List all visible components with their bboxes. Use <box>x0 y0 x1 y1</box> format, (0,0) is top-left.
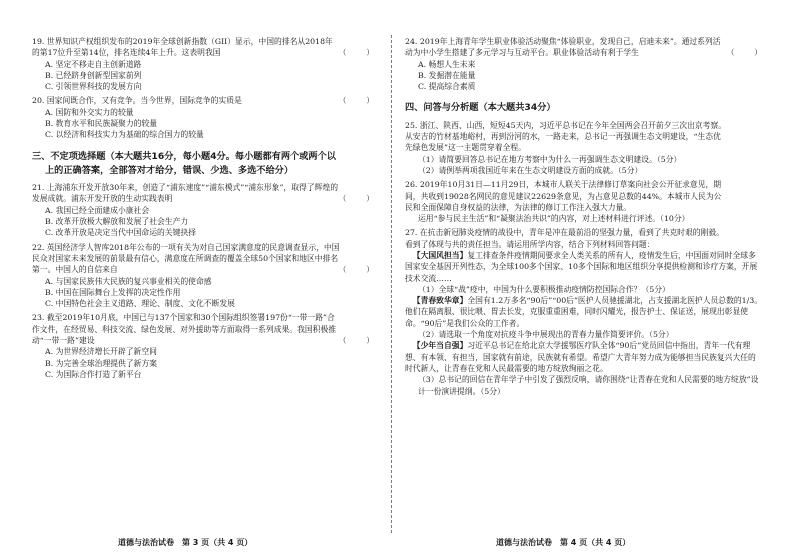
question-23 <box>32 312 374 380</box>
question-24 <box>405 36 762 92</box>
question-20-stem <box>32 95 374 106</box>
material-1-tag: 【大国风担当】 <box>412 251 468 260</box>
question-26 <box>405 179 762 224</box>
question-21 <box>32 182 374 238</box>
question-24-text: 24. 2019年上海青年学生职业体验活动聚焦“体验职业，发现自己，启迪未来”。通过系列活动为中小学生搭建了多元学习与互动平台。职业体验活动有利于学生 <box>405 37 721 58</box>
question-22 <box>32 242 374 310</box>
answer-paren: （ ） <box>338 48 374 58</box>
answer-paren: （ ） <box>338 194 374 204</box>
option-c: C. 中国特色社会主义道路、理论、制度、文化不断发展 <box>45 299 235 309</box>
question-20-text: 20. 国家间既合作，又有竞争。当今世界，国际竞争的实质是 <box>32 96 242 106</box>
option-b: B. 改革开放极大解放和发展了社会生产力 <box>45 217 189 227</box>
section-3-title: 三、不定项选择题（本大题共16分，每小题4分。每小题都有两个或两个以 <box>32 150 336 162</box>
option-a: A. 坚定不移走自主创新道路 <box>45 59 142 69</box>
page-3-column <box>32 36 374 383</box>
option-a: A. 国防和外交实力的较量 <box>45 107 134 117</box>
question-27-stem: 27. 在抗击新冠肺炎疫情的战役中，青年是冲在最前沿的坚强力量，看到了共克时艰的刚毅。看到了体现与共的责任担当。请运用所学内容，结合下列材料回答问题： <box>405 228 724 249</box>
material-3-text: 习近平总书记在给北京大学援鄂医疗队全体“90后”党员回信中指出，青年一代有理想、有本领、有担当，国家就有前途，民族就有希望。希望广大青年努力成为能够担当民族复兴大任的时代新人，让青春在党和人民最需要的地方绽放绚丽之花。 <box>405 341 756 373</box>
question-27-part-2: （2）请选取一个角度对抗疫斗争中展现出的青春力量作简要评价。（5分） <box>418 330 674 340</box>
option-c: C. 引领世界科技的发展方向 <box>45 82 142 92</box>
material-2-tag: 【青春致华章】 <box>412 296 468 306</box>
question-21-text: 21. 上海浦东开发开放30年来，创造了“浦东速度”“浦东模式”“浦东形象”，取得了辉煌的发展成就。浦东开发开放的生动实践表明 <box>32 183 339 204</box>
question-21-stem <box>32 182 374 205</box>
option-c: C. 改革开放是决定当代中国命运的关键抉择 <box>45 228 196 238</box>
section-3-heading <box>32 150 374 179</box>
option-c: C. 提高综合素质 <box>418 82 476 92</box>
page-4-footer: 道德与法治试卷 第 4 页（共 4 页） <box>496 538 631 547</box>
question-25-part-1: （1）请简要回答总书记在地方考察中为什么一再强调生态文明建设。（5分） <box>418 154 682 164</box>
material-2-text: 全国有1.2万多名“90后”“00后”医护人员驰援湖北，占支援湖北医护人员总数的1/3。他们在隔离服、很比喂、胃去长发，克服重重困难，同时闪耀光，报告护士、保证送，展现出彰显使命。“90后”是我们公众的工作者。 <box>405 296 763 328</box>
page-3-footer: 道德与法治试卷 第 3 页（共 4 页） <box>118 538 253 547</box>
question-22-text: 22. 英国经济学人智库2018年公布的一项有关为对自己国家满意度的民意调查显示，中国民众对国家未来发展的前景最有信心，满意度在所调查的覆盖全球50个国家和地区中排名第一。中国人的自信来自 <box>32 242 340 275</box>
question-23-text: 23. 截至2019年10月底，中国已与137个国家和30个国际组织签署197份“一带一路”合作文件，在经贸易、科技交流、绿色发展、对外援助等方面取得一系列成果。我国积极推动“一带一路”建设 <box>32 313 337 346</box>
option-a: A. 畅想人生未来 <box>418 59 476 69</box>
option-b: B. 教育水平和民族凝聚力的较量 <box>45 119 158 129</box>
answer-paren: （ ） <box>338 96 374 106</box>
option-b: B. 已经跻身创新型国家前列 <box>45 70 142 80</box>
material-1 <box>405 250 762 284</box>
answer-paren: （ ） <box>338 336 374 346</box>
section-4-title: 四、问答与分析题（本大题共34分） <box>405 102 556 114</box>
question-19 <box>32 36 374 92</box>
question-27-part-3: （3）总书记的回信在青年学子中引发了强烈反响，请你围绕“让青春在党和人民需要的地方绽放”设计一份演讲提纲。（5分） <box>418 375 759 396</box>
section-3-instructions: 上的正确答案，全部答对才给分，错误、少选、多选不给分） <box>45 164 294 176</box>
option-b: B. 为完善全球治理提供了新方案 <box>45 358 158 368</box>
question-20 <box>32 95 374 140</box>
answer-paren: （ ） <box>338 265 374 275</box>
question-23-stem <box>32 312 374 346</box>
question-25-stem: 25. 浙江、陕西、山西，短短45天内，习近平总书记在今年全国两会召开前夕三次出京考察。从安吉的竹材基地峪村，再到汾河的水，一路走来，总书记一再强调生态文明建设，“生态优先绿色发展”这一主题贯穿着全程。 <box>405 120 727 153</box>
question-27-part-1: （1）全球“战”疫中，中国为什么要积极推动疫情防控国际合作？（5分） <box>418 284 670 294</box>
question-26-task: 运用“参与民主生活”和“凝聚法治共识”的内容，对上述材料进行评述。（10分） <box>418 214 690 224</box>
option-a: A. 为世界经济增长开辟了新空间 <box>45 347 157 357</box>
material-2 <box>405 295 762 329</box>
question-25-part-2: （2）请例举两项我国近年来在生态文明建设方面的成就。（5分） <box>418 165 643 175</box>
option-a: A. 我国已经全面建成小康社会 <box>45 205 150 215</box>
option-c: C. 以经济和科技实力为基础的综合国力的较量 <box>45 130 204 140</box>
page-4-column <box>405 36 762 400</box>
section-4-heading <box>405 101 762 115</box>
answer-paren: （ ） <box>726 48 762 58</box>
question-22-stem <box>32 242 374 276</box>
question-24-stem <box>405 36 762 59</box>
option-a: A. 与国家民族伟大民族的复兴事业相关的使命感 <box>45 276 212 286</box>
question-25 <box>405 120 762 176</box>
question-19-text: 19. 世界知识产权组织发布的2019年全球创新指数（GII）显示，中国的排名从2018年的第17位升至第14位，排名连续4年上升。这表明我国 <box>32 37 333 58</box>
material-3-tag: 【少年当自强】 <box>412 341 468 351</box>
question-27 <box>405 227 762 396</box>
option-b: B. 中国在国际舞台上发挥的决定性作用 <box>45 287 181 297</box>
option-b: B. 发掘潜在能量 <box>418 70 476 80</box>
option-c: C. 为国际合作打造了新平台 <box>45 369 142 379</box>
material-1-text: 复工排查条件疫情期间要求全人类关系的所有人，疫情发生后，中国面对同时全球多国家安全基因开列性态，为全球100多个国家、10多个国际和地区组织分享提供检测和诊疗方案，开展技术交流…… <box>405 251 758 283</box>
column-divider <box>391 35 392 533</box>
question-26-stem: 26. 2019年10月31日—11月29日，本城市人联关于法律修订草案向社会公开征求意见，期间，共收到19028名网民的意见建议22629条意见，为占意见总数的44%。本城市人民为公民和全面保障自身权益的法律，为法律的修订工作注入强大力量。 <box>405 180 722 212</box>
material-3 <box>405 340 762 374</box>
question-19-stem <box>32 36 374 59</box>
